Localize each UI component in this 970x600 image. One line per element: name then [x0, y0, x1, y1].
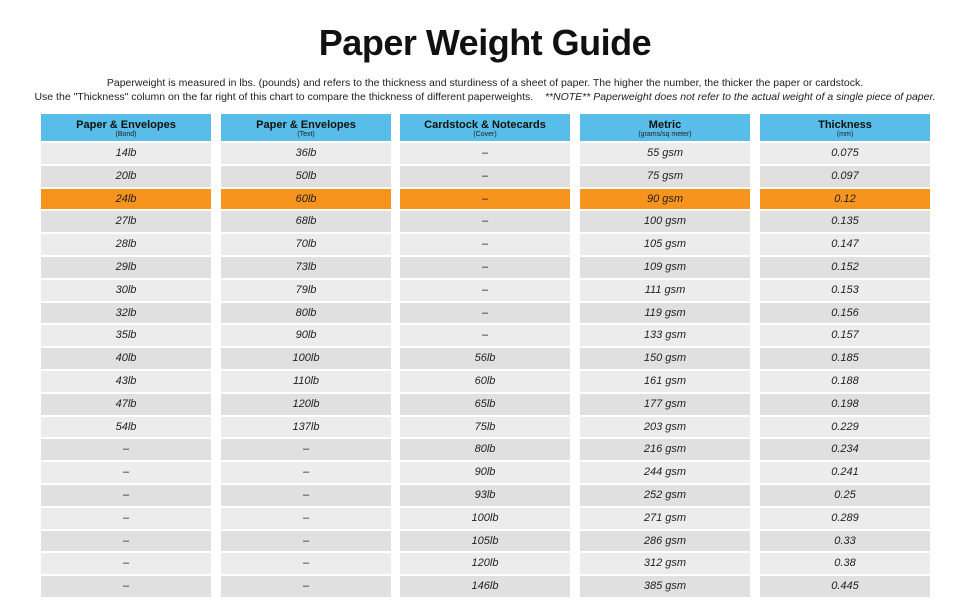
column-cover: [400, 114, 570, 599]
table-cell: 0.157: [760, 325, 930, 346]
table-cell: –: [41, 553, 211, 574]
table-cell: 0.147: [760, 234, 930, 255]
table-cell: 177 gsm: [580, 394, 750, 415]
table-cell: –: [400, 166, 570, 187]
column-title: Paper & Envelopes: [256, 119, 356, 131]
table-cell: 0.289: [760, 508, 930, 529]
table-cell: 0.25: [760, 485, 930, 506]
table-cell: 203 gsm: [580, 417, 750, 438]
table-cell: 75 gsm: [580, 166, 750, 187]
table-cell: 110lb: [221, 371, 391, 392]
table-cell: 216 gsm: [580, 439, 750, 460]
table-cell: 24lb: [41, 189, 211, 210]
column-header: [221, 114, 391, 141]
table-cell: 0.38: [760, 553, 930, 574]
table-cell: –: [400, 211, 570, 232]
intro-text-line1: Paperweight is measured in lbs. (pounds) and refers to the thickness and sturdiness of a sheet of paper. The higher the number, the thicker the paper or cardstock.: [106, 77, 864, 89]
table-cell: 60lb: [221, 189, 391, 210]
table-cell: 146lb: [400, 576, 570, 597]
table-cell: –: [41, 485, 211, 506]
table-cell: 105lb: [400, 531, 570, 552]
column-header: [400, 114, 570, 141]
table-cell: 161 gsm: [580, 371, 750, 392]
table-cell: 0.135: [760, 211, 930, 232]
table-cell: –: [41, 439, 211, 460]
column-rows: [760, 143, 930, 597]
table-cell: 50lb: [221, 166, 391, 187]
table-cell: 100lb: [400, 508, 570, 529]
intro-text-thickness: Use the "Thickness" column on the far right of this chart to compare the thickness of different paperweights.: [34, 91, 534, 103]
table-cell: –: [41, 508, 211, 529]
table-cell: 133 gsm: [580, 325, 750, 346]
intro-text-line2: [0, 91, 970, 103]
table-cell: 0.152: [760, 257, 930, 278]
table-cell: 105 gsm: [580, 234, 750, 255]
column-rows: [221, 143, 391, 597]
table-cell: 100 gsm: [580, 211, 750, 232]
table-cell: 150 gsm: [580, 348, 750, 369]
column-subtitle: (Cover): [473, 131, 497, 138]
table-cell: –: [221, 439, 391, 460]
table-cell: 27lb: [41, 211, 211, 232]
column-rows: [580, 143, 750, 597]
table-cell: 0.185: [760, 348, 930, 369]
table-cell: 56lb: [400, 348, 570, 369]
column-header: [760, 114, 930, 141]
table-cell: 28lb: [41, 234, 211, 255]
table-cell: 40lb: [41, 348, 211, 369]
table-cell: 120lb: [221, 394, 391, 415]
table-cell: 0.156: [760, 303, 930, 324]
table-cell: 43lb: [41, 371, 211, 392]
table-cell: –: [400, 143, 570, 164]
note-text: **NOTE** Paperweight does not refer to the actual weight of a single piece of paper.: [544, 91, 936, 103]
column-rows: [400, 143, 570, 597]
table-cell: 100lb: [221, 348, 391, 369]
column-header: [580, 114, 750, 141]
table-cell: 286 gsm: [580, 531, 750, 552]
table-cell: 312 gsm: [580, 553, 750, 574]
column-subtitle: (Bond): [115, 131, 137, 138]
table-cell: 385 gsm: [580, 576, 750, 597]
table-cell: 75lb: [400, 417, 570, 438]
column-metric: [580, 114, 750, 599]
column-rows: [41, 143, 211, 597]
table-cell: –: [221, 485, 391, 506]
table-cell: –: [221, 553, 391, 574]
table-cell: 60lb: [400, 371, 570, 392]
table-cell: 0.234: [760, 439, 930, 460]
table-cell: –: [221, 576, 391, 597]
table-cell: –: [41, 531, 211, 552]
table-cell: 0.33: [760, 531, 930, 552]
column-subtitle: (mm): [836, 131, 854, 138]
table-cell: 120lb: [400, 553, 570, 574]
table-cell: 79lb: [221, 280, 391, 301]
table-cell: –: [400, 234, 570, 255]
table-cell: 0.198: [760, 394, 930, 415]
table-cell: 54lb: [41, 417, 211, 438]
page-title: Paper Weight Guide: [318, 22, 652, 63]
table-cell: –: [221, 531, 391, 552]
table-cell: 0.229: [760, 417, 930, 438]
table-cell: 36lb: [221, 143, 391, 164]
table-cell: 93lb: [400, 485, 570, 506]
table-cell: –: [400, 303, 570, 324]
table-cell: 73lb: [221, 257, 391, 278]
table-cell: 29lb: [41, 257, 211, 278]
table-cell: –: [400, 325, 570, 346]
column-bond: [41, 114, 211, 599]
table-cell: 32lb: [41, 303, 211, 324]
table-cell: 0.188: [760, 371, 930, 392]
table-cell: 70lb: [221, 234, 391, 255]
table-cell: 14lb: [41, 143, 211, 164]
table-cell: 80lb: [400, 439, 570, 460]
table-cell: 244 gsm: [580, 462, 750, 483]
table-cell: 109 gsm: [580, 257, 750, 278]
table-cell: 0.445: [760, 576, 930, 597]
table-cell: 0.241: [760, 462, 930, 483]
table-cell: 0.075: [760, 143, 930, 164]
table-cell: 65lb: [400, 394, 570, 415]
table-cell: 47lb: [41, 394, 211, 415]
table-cell: –: [41, 576, 211, 597]
column-title: Cardstock & Notecards: [424, 119, 546, 131]
table-cell: 90lb: [400, 462, 570, 483]
column-thickness: [760, 114, 930, 599]
table-cell: 0.153: [760, 280, 930, 301]
table-cell: 20lb: [41, 166, 211, 187]
table-cell: 271 gsm: [580, 508, 750, 529]
table-cell: –: [41, 462, 211, 483]
table-cell: 119 gsm: [580, 303, 750, 324]
table-cell: 35lb: [41, 325, 211, 346]
table-cell: 0.097: [760, 166, 930, 187]
column-title: Thickness: [818, 119, 872, 131]
table-cell: 80lb: [221, 303, 391, 324]
column-header: [41, 114, 211, 141]
table-cell: 111 gsm: [580, 280, 750, 301]
table-cell: 55 gsm: [580, 143, 750, 164]
table-cell: –: [400, 257, 570, 278]
table-cell: 0.12: [760, 189, 930, 210]
table-cell: 90 gsm: [580, 189, 750, 210]
table-cell: 90lb: [221, 325, 391, 346]
table-cell: –: [221, 508, 391, 529]
table-cell: 137lb: [221, 417, 391, 438]
table-cell: 252 gsm: [580, 485, 750, 506]
column-subtitle: (Text): [297, 131, 315, 138]
column-title: Metric: [648, 119, 682, 131]
table-cell: –: [400, 280, 570, 301]
table-cell: 30lb: [41, 280, 211, 301]
table-cell: 68lb: [221, 211, 391, 232]
column-subtitle: (grams/sq meter): [638, 131, 692, 138]
table-cell: –: [400, 189, 570, 210]
column-title: Paper & Envelopes: [76, 119, 176, 131]
table-cell: –: [221, 462, 391, 483]
column-text: [221, 114, 391, 599]
